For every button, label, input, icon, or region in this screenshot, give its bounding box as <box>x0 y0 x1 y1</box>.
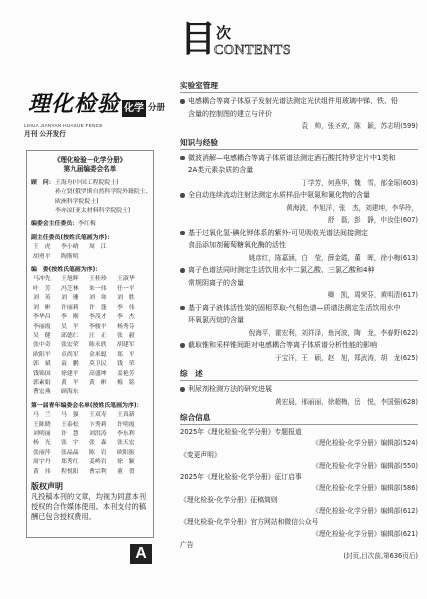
article-entry <box>180 189 418 227</box>
person-name: 李小晴 <box>61 244 79 251</box>
members-list <box>31 275 149 397</box>
person-name: 周 江 <box>89 244 107 251</box>
person-name: 钱 荣 <box>117 361 135 368</box>
toc-section-info <box>180 412 418 563</box>
article-authors-line: 卿 凯，周荣芬，黄明清(617) <box>327 291 418 299</box>
person-name: 李 刚 <box>61 314 79 321</box>
person-name: 王泰松 <box>61 421 79 428</box>
info-source: (封页,目次前,第636页后) <box>343 552 418 561</box>
section-title: 综 述 <box>180 368 418 381</box>
copyright-title: 版权声明 <box>31 482 63 491</box>
info-title: 广告 <box>180 540 194 549</box>
name-row <box>31 430 149 439</box>
info-source: 《理化检验-化学分册》编辑部(550) <box>312 461 418 470</box>
article-authors-line: 舒 磊，彭 静，申汝佳(607) <box>327 216 418 224</box>
name-row <box>31 243 149 252</box>
person-name: 李华昌 <box>33 314 51 321</box>
article-entry <box>180 339 418 364</box>
advisors-list <box>55 179 152 217</box>
chair-label: 编委会主任委员： <box>31 221 79 228</box>
name-row <box>31 360 149 369</box>
bullet-icon <box>180 387 185 392</box>
section-title: 实验室管理 <box>180 80 418 93</box>
info-entry <box>180 450 418 473</box>
advisor-line: 李亦凉(亚太材料科学院院士) <box>55 208 131 215</box>
copyright-text: 凡投稿本刊的文章，均视为同意本刊授权的合作媒体使用。本刊支付的稿酬已包含授权费用。 <box>31 492 147 521</box>
board-journal-name: 《理化检验－化学分册》 <box>53 156 127 164</box>
logo-suffix: 分册 <box>148 103 166 113</box>
name-row <box>31 421 149 430</box>
person-name: 金米聪 <box>89 351 107 358</box>
person-name: 胡勇平 <box>33 253 51 260</box>
person-name: 卓尚军 <box>61 351 79 358</box>
article-entry <box>180 227 418 265</box>
publication-frequency: 月刊 公开发行 <box>24 130 66 138</box>
info-source: 《理化检验-化学分册》编辑部(524) <box>312 439 418 448</box>
person-name: 冯芝林 <box>61 285 79 292</box>
person-name: 程悦阳 <box>61 468 79 475</box>
person-name: 刘 英 <box>33 295 51 302</box>
info-source: 《理化检验-化学分册》编辑部(612) <box>312 507 418 516</box>
person-name: 梅 铭 <box>117 379 135 386</box>
person-name: 莫卫民 <box>89 361 107 368</box>
article-authors-line: 丁学芳，何燕华，魏 雪，郁金瑶(603) <box>301 178 418 187</box>
section-title: 知识与经验 <box>180 137 418 150</box>
vice-chair-label: 副主任委员(按姓氏笔画为序)： <box>31 234 113 241</box>
person-name: 李丽霞 <box>33 323 51 330</box>
info-title: 《变更声明》 <box>180 450 221 459</box>
person-name: 徐 颖 <box>117 459 135 466</box>
info-entry <box>180 427 418 450</box>
name-row <box>31 388 149 397</box>
person-name: 刘明丽 <box>33 430 51 437</box>
article-title-line: 含量的控制图的建立与评价 <box>188 109 272 118</box>
article-title-line: 基于离子液体活性炭的固相萃取-气相色谱—质谱法测定生活饮用水中 <box>188 303 401 312</box>
name-row <box>31 449 149 458</box>
person-name: 董 贺 <box>117 468 135 475</box>
person-name: 许明霞 <box>117 421 135 428</box>
article-title-line: 2A类元素杂质的含量 <box>188 166 254 174</box>
person-name: 曹宗利 <box>89 468 107 475</box>
person-name: 邱德仁 <box>61 332 79 339</box>
person-name: 姜艳芳 <box>117 370 135 377</box>
chair-name: 李红梅 <box>78 221 96 228</box>
advisors-block <box>31 179 152 217</box>
advisor-line: 欧洲科学院院士) <box>55 198 99 205</box>
article-title-line: 电感耦合等离子体原子发射光谱法测定光伏组件用玻璃中锑、铁、铅 <box>188 97 398 105</box>
article-entry <box>180 95 418 133</box>
person-name: 黄 彬 <box>89 379 107 386</box>
members-label: 编 委(按姓氏笔画为序)： <box>31 267 102 274</box>
advisor-line: 王海舟(中国工程院院士) <box>55 179 119 186</box>
name-row <box>31 351 149 360</box>
youth-board-label: 第一届青年编委会名单(按姓氏笔画为序)： <box>31 402 143 409</box>
person-name: 许 蓬 <box>89 304 107 311</box>
person-name: 王桂珍 <box>89 276 107 283</box>
person-name: 张 宇 <box>61 440 79 447</box>
person-name: 朱一伟 <box>89 285 107 292</box>
person-name: 袁 鹏 <box>61 361 79 368</box>
person-name: 王旭辉 <box>61 276 79 283</box>
name-row <box>31 341 149 350</box>
person-name: 郑秀红 <box>61 459 79 466</box>
person-name: 张 毅 <box>117 332 135 339</box>
toc-section <box>180 80 418 133</box>
person-name: 马冲先 <box>33 276 51 283</box>
article-title-line: 离子色谱法同时测定生活饮用水中二氯乙酸、三氯乙酸和4种 <box>188 266 375 274</box>
person-name: 许丽莉 <box>61 304 79 311</box>
logo-title: 理化检验 <box>28 91 121 117</box>
person-name: 陈 岩 <box>89 449 107 456</box>
bullet-icon <box>180 268 185 273</box>
person-name: 李骏平 <box>89 323 107 330</box>
info-title: 《理化检验-化学分册》征稿简则 <box>180 495 278 504</box>
chair-line <box>31 220 149 229</box>
person-name: 刘 彬 <box>33 304 51 311</box>
bullet-icon <box>180 306 185 311</box>
person-name: 任一平 <box>117 285 135 292</box>
person-name: 曹宏燕 <box>33 389 51 396</box>
person-name: 许 慧 <box>61 430 79 437</box>
page-letter-badge: A <box>130 544 152 564</box>
person-name: 马 兰 <box>33 412 51 419</box>
article-title-line: 全自动连续流动注射法测定水质样品中氨氮和氰化物的含量 <box>188 191 370 199</box>
name-row <box>31 304 149 313</box>
person-name: 郭 斌 <box>33 361 51 368</box>
bullet-icon <box>180 193 185 198</box>
person-name: 王陈晓 <box>33 421 51 428</box>
board-title: 第九届编委会名单 <box>63 165 117 174</box>
person-name: 刘洪涛 <box>89 430 107 437</box>
person-name: 杨 光 <box>33 440 51 447</box>
info-source: 《理化检验-化学分册》编辑部(621) <box>312 529 418 538</box>
article-title-line: 常规阴离子的含量 <box>188 278 244 287</box>
contents-heading-english: CONTENTS <box>214 43 292 58</box>
article-title-line: 基于过氧化氢-碘化钾体系的紫外-可见吸收光谱法间接测定 <box>188 228 369 237</box>
article-authors-line: 倪海平，霍宏利，刘祥泽，鱼河波，陶 龙，李春野(622) <box>248 328 418 337</box>
name-row <box>31 285 149 294</box>
contents-heading-main: 目 <box>180 19 217 60</box>
table-of-contents <box>180 78 418 563</box>
editorial-board-box <box>26 150 154 538</box>
name-row <box>31 439 149 448</box>
name-row <box>31 332 149 341</box>
bullet-icon <box>180 99 185 104</box>
logo-badge: 化学 <box>122 100 146 117</box>
name-row <box>31 323 149 332</box>
advisors-label: 顾 问： <box>31 179 55 186</box>
person-name: 王淑华 <box>117 276 135 283</box>
article-entry <box>180 302 418 340</box>
info-entry <box>180 540 418 563</box>
person-name: 李东利 <box>117 430 135 437</box>
article-title-line: 环氧氯丙烷的含量 <box>188 316 244 324</box>
person-name: 郭素娟 <box>33 379 51 386</box>
person-name: 郑 平 <box>117 351 135 358</box>
name-row <box>31 458 149 467</box>
info-source: 《理化检验-化学分册》编辑部(586) <box>312 484 418 493</box>
person-name: 欧阳平 <box>33 351 51 358</box>
person-name: 汪 正 <box>89 332 107 339</box>
article-authors-line: 袁 帅，张圣欢，陈 颖，苏志明(599) <box>301 122 418 130</box>
article-title-line: 截取锥和采样锥间距对电感耦合等离子体质谱分析性能的影响 <box>188 341 377 349</box>
journal-pinyin: LIHUA JIANYAN HUAXUE FENCE <box>24 123 103 128</box>
person-name: 李 杰 <box>117 314 135 321</box>
person-name: 卞秀莉 <box>89 421 107 428</box>
person-name: 胡建军 <box>117 342 135 349</box>
person-name: 张晶晶 <box>61 449 79 456</box>
person-name: 高盛坤 <box>89 370 107 377</box>
person-name: 刘 寒 <box>89 295 107 302</box>
person-name: 吴 健 <box>33 332 51 339</box>
bullet-icon <box>180 343 185 348</box>
person-name: 杨秀芬 <box>117 323 135 330</box>
person-name: 黄 伟 <box>33 468 51 475</box>
bullet-icon <box>180 231 185 236</box>
name-row <box>31 313 149 322</box>
person-name: 刘 胜 <box>117 295 135 302</box>
info-title: 《理化检验-化学分册》官方网站和微信公众号 <box>180 518 319 527</box>
name-row <box>31 370 149 379</box>
vice-chair-list <box>31 243 149 262</box>
article-title-line: 利尿剂检测方法的研究进展 <box>188 385 272 393</box>
contents-heading-sub: 次 <box>216 24 232 42</box>
name-row <box>31 275 149 284</box>
article-authors-line: 于宝洋，王 硕，赵 旭，郑武涛，胡 龙(625) <box>274 353 418 362</box>
person-name: 张 森 <box>89 440 107 447</box>
person-name: 叶 芳 <box>33 285 51 292</box>
article-title-line: 微波消解—电感耦合等离子体质谱法测定酒石酸托特罗定片中1类和 <box>188 153 396 162</box>
name-row <box>31 253 149 262</box>
name-row <box>31 468 149 477</box>
person-name: 欧阳振 <box>117 449 135 456</box>
info-title: 2025年《理化检验-化学分册》专题报道 <box>180 428 302 436</box>
person-name: 马 强 <box>61 412 79 419</box>
person-name: 王 虎 <box>33 244 51 251</box>
bullet-icon <box>180 156 185 161</box>
article-entry <box>180 383 418 408</box>
article-authors-line: 黄海波，李旭洋，张 杰，刘建坤，李华玲， <box>286 203 418 212</box>
toc-section <box>180 368 418 408</box>
person-name: 陶斯明 <box>61 253 79 260</box>
person-name: 周宇丹 <box>33 459 51 466</box>
person-name: 刘 珊 <box>61 295 79 302</box>
section-title: 综合信息 <box>180 412 418 425</box>
info-title: 2025年《理化检验-化学分册》征订启事 <box>180 473 302 482</box>
person-name: 顾海东 <box>61 389 79 396</box>
article-authors-line: 黄宏晨，邢丽丽，徐超梅，岳 悦，李国强(628) <box>274 397 418 406</box>
name-row <box>31 294 149 303</box>
person-name: 姜岭岩 <box>89 459 107 466</box>
person-name: 张天宏 <box>117 440 135 447</box>
info-entry <box>180 472 418 495</box>
info-entry <box>180 495 418 518</box>
person-name: 黄 平 <box>61 379 79 386</box>
person-name: 张丽萍 <box>33 449 51 456</box>
article-title-line: 食品添加剂葡萄糖氧化酶的活性 <box>188 241 286 249</box>
person-name: 王真新 <box>117 412 135 419</box>
person-name: 李 伟 <box>117 304 135 311</box>
article-entry <box>180 152 418 190</box>
person-name: 陈永欣 <box>89 342 107 349</box>
advisor-line: 孙立贤(俄罗斯自然科学院外籍院士、 <box>55 189 152 196</box>
person-name: 李茂才 <box>89 314 107 321</box>
name-row <box>31 379 149 388</box>
person-name: 钱锦国 <box>33 370 51 377</box>
youth-board-list <box>31 411 149 477</box>
person-name: 王双寿 <box>89 412 107 419</box>
article-authors-line: 姚彦红，陈嘉涵，白 莹，薛金霞，董 晖，徐小梅(613) <box>248 253 418 262</box>
person-name: 张中奇 <box>33 342 51 349</box>
person-name: 徐建平 <box>61 370 79 377</box>
journal-logo <box>24 88 166 120</box>
person-name: 张宏荣 <box>61 342 79 349</box>
name-row <box>31 411 149 420</box>
article-entry <box>180 264 418 302</box>
info-entry <box>180 517 418 540</box>
toc-section <box>180 137 418 365</box>
person-name: 吴 平 <box>61 323 79 330</box>
